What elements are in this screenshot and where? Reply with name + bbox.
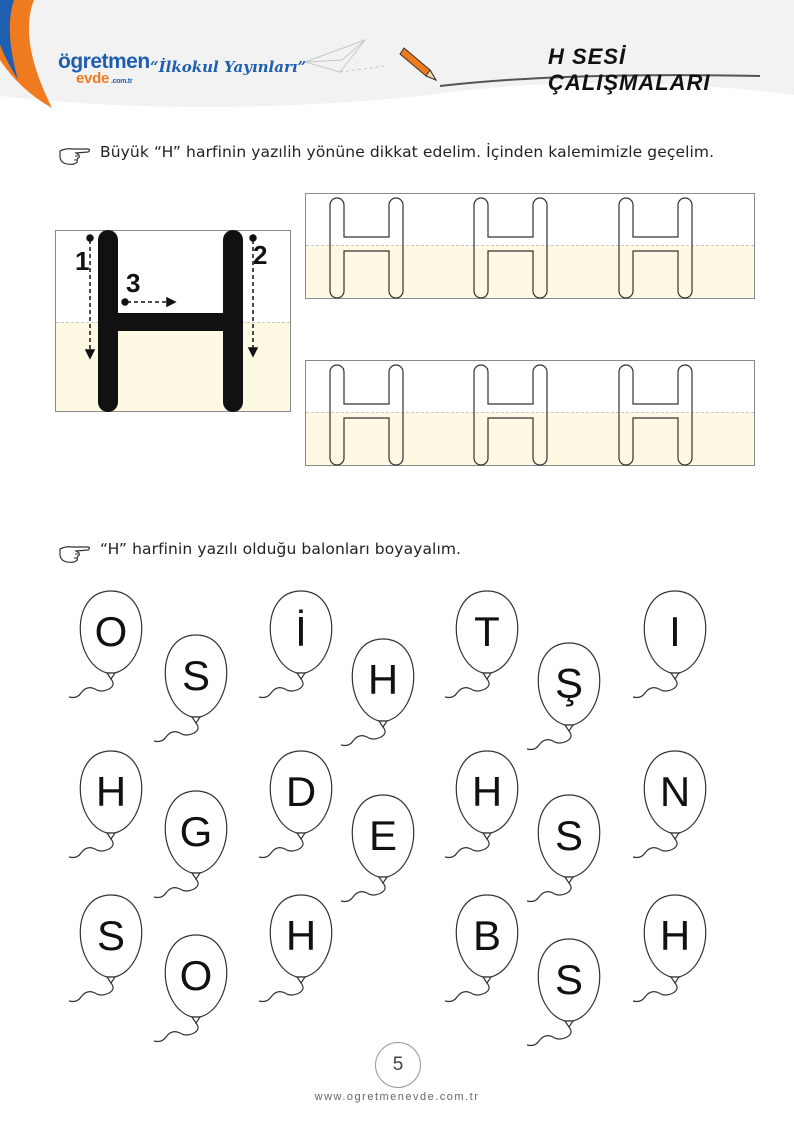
balloon-i̇[interactable] [259, 591, 332, 698]
balloon-o[interactable] [154, 935, 227, 1042]
balloon-letter: G [179, 808, 213, 855]
balloon-letter: T [474, 608, 500, 655]
balloon-s[interactable] [527, 795, 600, 902]
balloon-n[interactable] [633, 751, 706, 858]
instruction-trace: Büyük “H” harfinin yazılı̇h yönüne dikkat edelim. İçinden kalemimizle geçelim. [100, 143, 715, 161]
balloon-t[interactable] [445, 591, 518, 698]
balloon-letter: I [669, 608, 681, 655]
balloon-field [0, 580, 794, 1060]
balloon-letter: N [659, 768, 691, 815]
balloon-letter: O [179, 952, 213, 999]
balloon-letter: H [367, 656, 399, 703]
balloon-h[interactable] [445, 751, 518, 858]
trace-letter-h[interactable] [330, 365, 403, 465]
balloon-o[interactable] [69, 591, 142, 698]
balloon-d[interactable] [259, 751, 332, 858]
balloon-g[interactable] [154, 791, 227, 898]
pointing-hand-icon [58, 540, 92, 564]
brand-sub: evde .com.tr [76, 70, 133, 87]
trace-letters [305, 193, 755, 466]
brand-domain: .com.tr [111, 78, 133, 85]
stroke-number-2: 2 [253, 240, 268, 270]
balloon-s[interactable] [154, 635, 227, 742]
balloon-letter: H [95, 768, 127, 815]
trace-letter-h[interactable] [474, 365, 547, 465]
balloon-letter: O [94, 608, 128, 655]
brand-logo [58, 52, 150, 89]
trace-letter-h[interactable] [474, 198, 547, 298]
balloon-letter: H [659, 912, 691, 959]
publisher-name: “İlkokul Yayınları” [150, 58, 307, 76]
balloon-h[interactable] [69, 751, 142, 858]
footer-url: www.ogretmenevde.com.tr [314, 1091, 480, 1103]
trace-letter-h[interactable] [619, 365, 692, 465]
balloon-letter: E [368, 812, 398, 859]
balloon-letter: Ş [554, 660, 584, 707]
page-title: H SESİ ÇALIŞMALARI [548, 44, 711, 95]
balloon-h[interactable] [633, 895, 706, 1002]
balloon-s[interactable] [527, 939, 600, 1046]
stroke-number-3: 3 [126, 268, 141, 298]
balloon-letter: S [181, 652, 211, 699]
balloon-letter: S [554, 956, 584, 1003]
balloon-h[interactable] [341, 639, 414, 746]
balloon-letter: S [96, 912, 126, 959]
balloon-i[interactable] [633, 591, 706, 698]
balloon-e[interactable] [341, 795, 414, 902]
balloon-b[interactable] [445, 895, 518, 1002]
instruction-color: “H” harfinin yazılı olduğu balonları boyayalım. [100, 540, 462, 558]
stroke-number-1: 1 [75, 246, 90, 276]
trace-letter-h[interactable] [619, 198, 692, 298]
brand-name: ögretmen [58, 50, 150, 73]
balloon-letter: H [285, 912, 317, 959]
balloon-s[interactable] [69, 895, 142, 1002]
balloon-letter: S [554, 812, 584, 859]
balloon-letter: H [471, 768, 503, 815]
stroke-crossbar [108, 313, 233, 331]
pointing-hand-icon [58, 142, 92, 166]
page-number: 5 [375, 1042, 421, 1088]
balloon-ş[interactable] [527, 643, 600, 750]
balloon-letter: İ [295, 608, 307, 655]
balloon-letter: B [472, 912, 502, 959]
trace-letter-h[interactable] [330, 198, 403, 298]
balloon-h[interactable] [259, 895, 332, 1002]
balloon-letter: D [285, 768, 317, 815]
